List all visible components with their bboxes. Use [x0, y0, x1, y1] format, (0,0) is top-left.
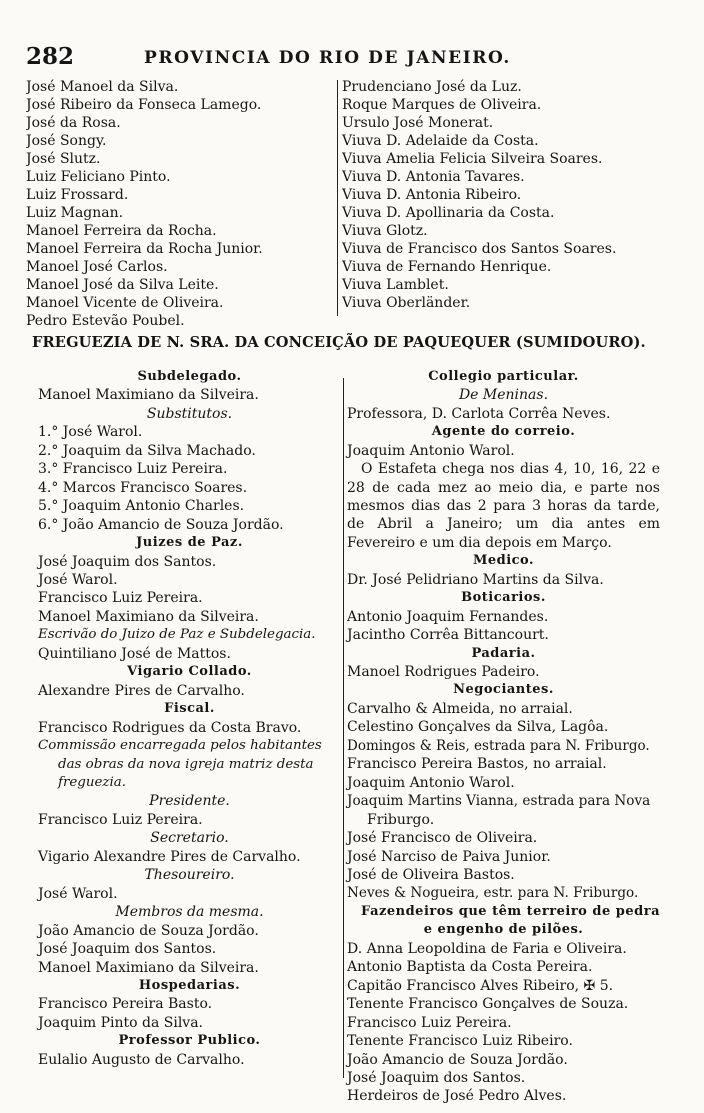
list-item: Viuva de Francisco dos Santos Soares. — [342, 241, 617, 257]
list-item: Luiz Magnan. — [26, 205, 124, 221]
heading-fazendeiros: Fazendeiros que têm terreiro de pedra — [361, 903, 660, 919]
list-item: Alexandre Pires de Carvalho. — [38, 682, 245, 699]
list-item: Neves & Nogueira, estr. para N. Friburgo. — [347, 885, 639, 902]
list-item: José da Rosa. — [26, 115, 121, 131]
heading-boticarios: Boticarios. — [461, 590, 546, 606]
list-item: Viuva Oberländer. — [342, 295, 471, 311]
list-item: João Amancio de Souza Jordão. — [347, 1051, 568, 1068]
list-item: Francisco Luiz Pereira. — [347, 1014, 512, 1031]
list-item: Manoel Rodrigues Padeiro. — [347, 664, 540, 681]
list-item: Viuva D. Adelaide da Costa. — [342, 133, 539, 149]
list-item: José de Oliveira Bastos. — [347, 867, 515, 883]
list-item: Jacintho Corrêa Bittancourt. — [347, 627, 549, 644]
list-item: Manoel Maximiano da Silveira. — [38, 608, 259, 625]
list-item: Joaquim Pinto da Silva. — [38, 1014, 203, 1031]
heading-agente: Agente do correio. — [431, 424, 576, 440]
list-item: Joaquim Antonio Warol. — [347, 774, 515, 791]
list-item: José Narciso de Paiva Junior. — [347, 848, 551, 865]
list-item: Viuva D. Apollinaria da Costa. — [342, 205, 555, 221]
heading-substitutos: Substitutos. — [146, 405, 233, 422]
heading-escrivao: Escrivão do Juizo de Paz e Subdelegacia. — [38, 627, 316, 643]
list-item: Manoel Ferreira da Rocha. — [26, 223, 217, 239]
heading-fazendeiros-2: e engenho de pilões. — [423, 922, 584, 938]
list-item: João Amancio de Souza Jordão. — [38, 922, 259, 939]
list-item: José Joaquim dos Santos. — [347, 1069, 526, 1086]
list-item: Tenente Francisco Luiz Ribeiro. — [347, 1033, 573, 1050]
heading-juizes: Juizes de Paz. — [136, 535, 243, 551]
list-item: Manoel Vicente de Oliveira. — [26, 295, 224, 311]
list-item: Eulalio Augusto de Carvalho. — [38, 1051, 245, 1068]
list-item: Viuva Amelia Felicia Silveira Soares. — [342, 151, 603, 167]
list-item: Manoel Ferreira da Rocha Junior. — [26, 241, 263, 257]
list-item: Roque Marques de Oliveira. — [342, 97, 542, 113]
list-item: Francisco Rodrigues da Costa Bravo. — [38, 719, 302, 736]
list-item: José Ribeiro da Fonseca Lamego. — [26, 97, 262, 113]
list-item: Vigario Alexandre Pires de Carvalho. — [38, 848, 301, 865]
commission-line: Commissão encarregada pelos habitantes — [38, 738, 322, 754]
list-item: Joaquim Antonio Warol. — [347, 442, 515, 459]
page-header — [26, 43, 674, 69]
list-item: Manoel José da Silva Leite. — [26, 277, 219, 293]
list-item: Viuva Lamblet. — [342, 277, 449, 293]
list-item: Luiz Feliciano Pinto. — [26, 169, 171, 185]
commission-line: freguezia. — [58, 774, 126, 790]
list-item: Quintiliano José de Mattos. — [38, 645, 231, 662]
list-item: Tenente Francisco Gonçalves de Souza. — [347, 996, 629, 1013]
column-divider — [343, 378, 344, 1078]
list-item: Prudenciano José da Luz. — [342, 79, 522, 95]
top-right-list — [342, 78, 616, 312]
column-divider — [337, 80, 338, 316]
list-item: José Manoel da Silva. — [26, 79, 179, 95]
list-item: Manoel Maximiano da Silveira. — [38, 387, 259, 404]
heading-subdelegado: Subdelegado. — [137, 369, 242, 384]
list-item: 2.° Joaquim da Silva Machado. — [38, 442, 256, 459]
list-item: José Songy. — [26, 133, 107, 149]
list-item: Ursulo José Monerat. — [342, 115, 494, 131]
list-item: Carvalho & Almeida, no arraial. — [347, 700, 573, 717]
list-item: José Francisco de Oliveira. — [347, 830, 538, 847]
heading-medico: Medico. — [472, 553, 535, 569]
list-item: 5.° Joaquim Antonio Charles. — [38, 498, 245, 515]
list-item: Domingos & Reis, estrada para N. Friburgo. — [347, 737, 650, 754]
list-item: Dr. José Pelidriano Martins da Silva. — [347, 571, 604, 588]
list-item: Viuva D. Antonia Ribeiro. — [342, 187, 522, 203]
list-item: Viuva Glotz. — [342, 223, 428, 239]
list-item: 6.° João Amancio de Souza Jordão. — [38, 516, 284, 533]
heading-negociantes: Negociantes. — [453, 682, 554, 698]
list-item: Viuva de Fernando Henrique. — [342, 259, 552, 275]
heading-thesoureiro: Thesoureiro. — [144, 867, 235, 884]
list-item: Friburgo. — [367, 811, 435, 828]
list-item: Francisco Luiz Pereira. — [38, 811, 203, 828]
list-item: José Warol. — [38, 885, 118, 902]
list-item: 3.° Francisco Luiz Pereira. — [38, 461, 228, 478]
commission-line: das obras da nova igreja matriz desta — [58, 756, 314, 772]
list-item: Herdeiros de José Pedro Alves. — [347, 1088, 567, 1105]
list-item: Manoel Maximiano da Silveira. — [38, 959, 259, 976]
list-item: José Slutz. — [26, 151, 101, 167]
page-number: 282 — [26, 43, 75, 70]
list-item: José Joaquim dos Santos. — [38, 553, 217, 570]
heading-hospedarias: Hospedarias. — [138, 977, 241, 993]
top-left-list — [26, 78, 263, 330]
list-item: José Joaquim dos Santos. — [38, 941, 217, 958]
heading-professor: Professor Publico. — [118, 1033, 261, 1049]
section-title: FREGUEZIA DE N. SRA. DA CONCEIÇÃO DE PAQUEQUER (SUMIDOURO). — [32, 334, 646, 351]
list-item: Francisco Pereira Basto. — [38, 996, 213, 1013]
heading-padaria: Padaria. — [471, 645, 536, 661]
heading-vigario: Vigario Collado. — [127, 664, 252, 680]
list-item: José Warol. — [38, 571, 118, 588]
list-item: 4.° Marcos Francisco Soares. — [38, 479, 248, 496]
list-item: Viuva D. Antonia Tavares. — [342, 169, 525, 185]
heading-membros: Membros da mesma. — [115, 904, 264, 921]
list-item: Luiz Frossard. — [26, 187, 129, 203]
list-item: D. Anna Leopoldina de Faria e Oliveira. — [347, 940, 627, 957]
page-title: PROVINCIA DO RIO DE JANEIRO. — [144, 48, 511, 68]
list-item: Pedro Estevão Poubel. — [26, 313, 185, 329]
list-item: Francisco Pereira Bastos, no arraial. — [347, 756, 607, 773]
list-item: Antonio Joaquim Fernandes. — [347, 608, 549, 625]
heading-secretario: Secretario. — [150, 830, 229, 847]
right-column — [347, 368, 660, 1106]
estafeta-paragraph: O Estafeta chega nos dias 4, 10, 16, 22 e 28 de cada mez ao meio dia, e parte nos mesmos dias das 2 para 3 horas da tarde, de Abril a Janeiro; um dia antes em Fevereiro e um dia depois em Março. — [347, 461, 660, 551]
heading-collegio: Collegio particular. — [428, 369, 579, 384]
list-item: Celestino Gonçalves da Silva, Lagôa. — [347, 719, 609, 736]
left-column — [38, 368, 341, 1069]
list-item: Professora, D. Carlota Corrêa Neves. — [347, 405, 611, 422]
list-item: Antonio Baptista da Costa Pereira. — [347, 959, 593, 976]
list-item: Joaquim Martins Vianna, estrada para Nova — [347, 793, 651, 810]
list-item: Capitão Francisco Alves Ribeiro, ✠ 5. — [347, 977, 614, 994]
list-item: Manoel José Carlos. — [26, 259, 168, 275]
list-item: 1.° José Warol. — [38, 424, 143, 441]
list-item: Francisco Luiz Pereira. — [38, 590, 203, 607]
heading-fiscal: Fiscal. — [164, 701, 215, 717]
subheading-meninas: De Meninas. — [458, 387, 549, 404]
heading-presidente: Presidente. — [149, 793, 230, 810]
